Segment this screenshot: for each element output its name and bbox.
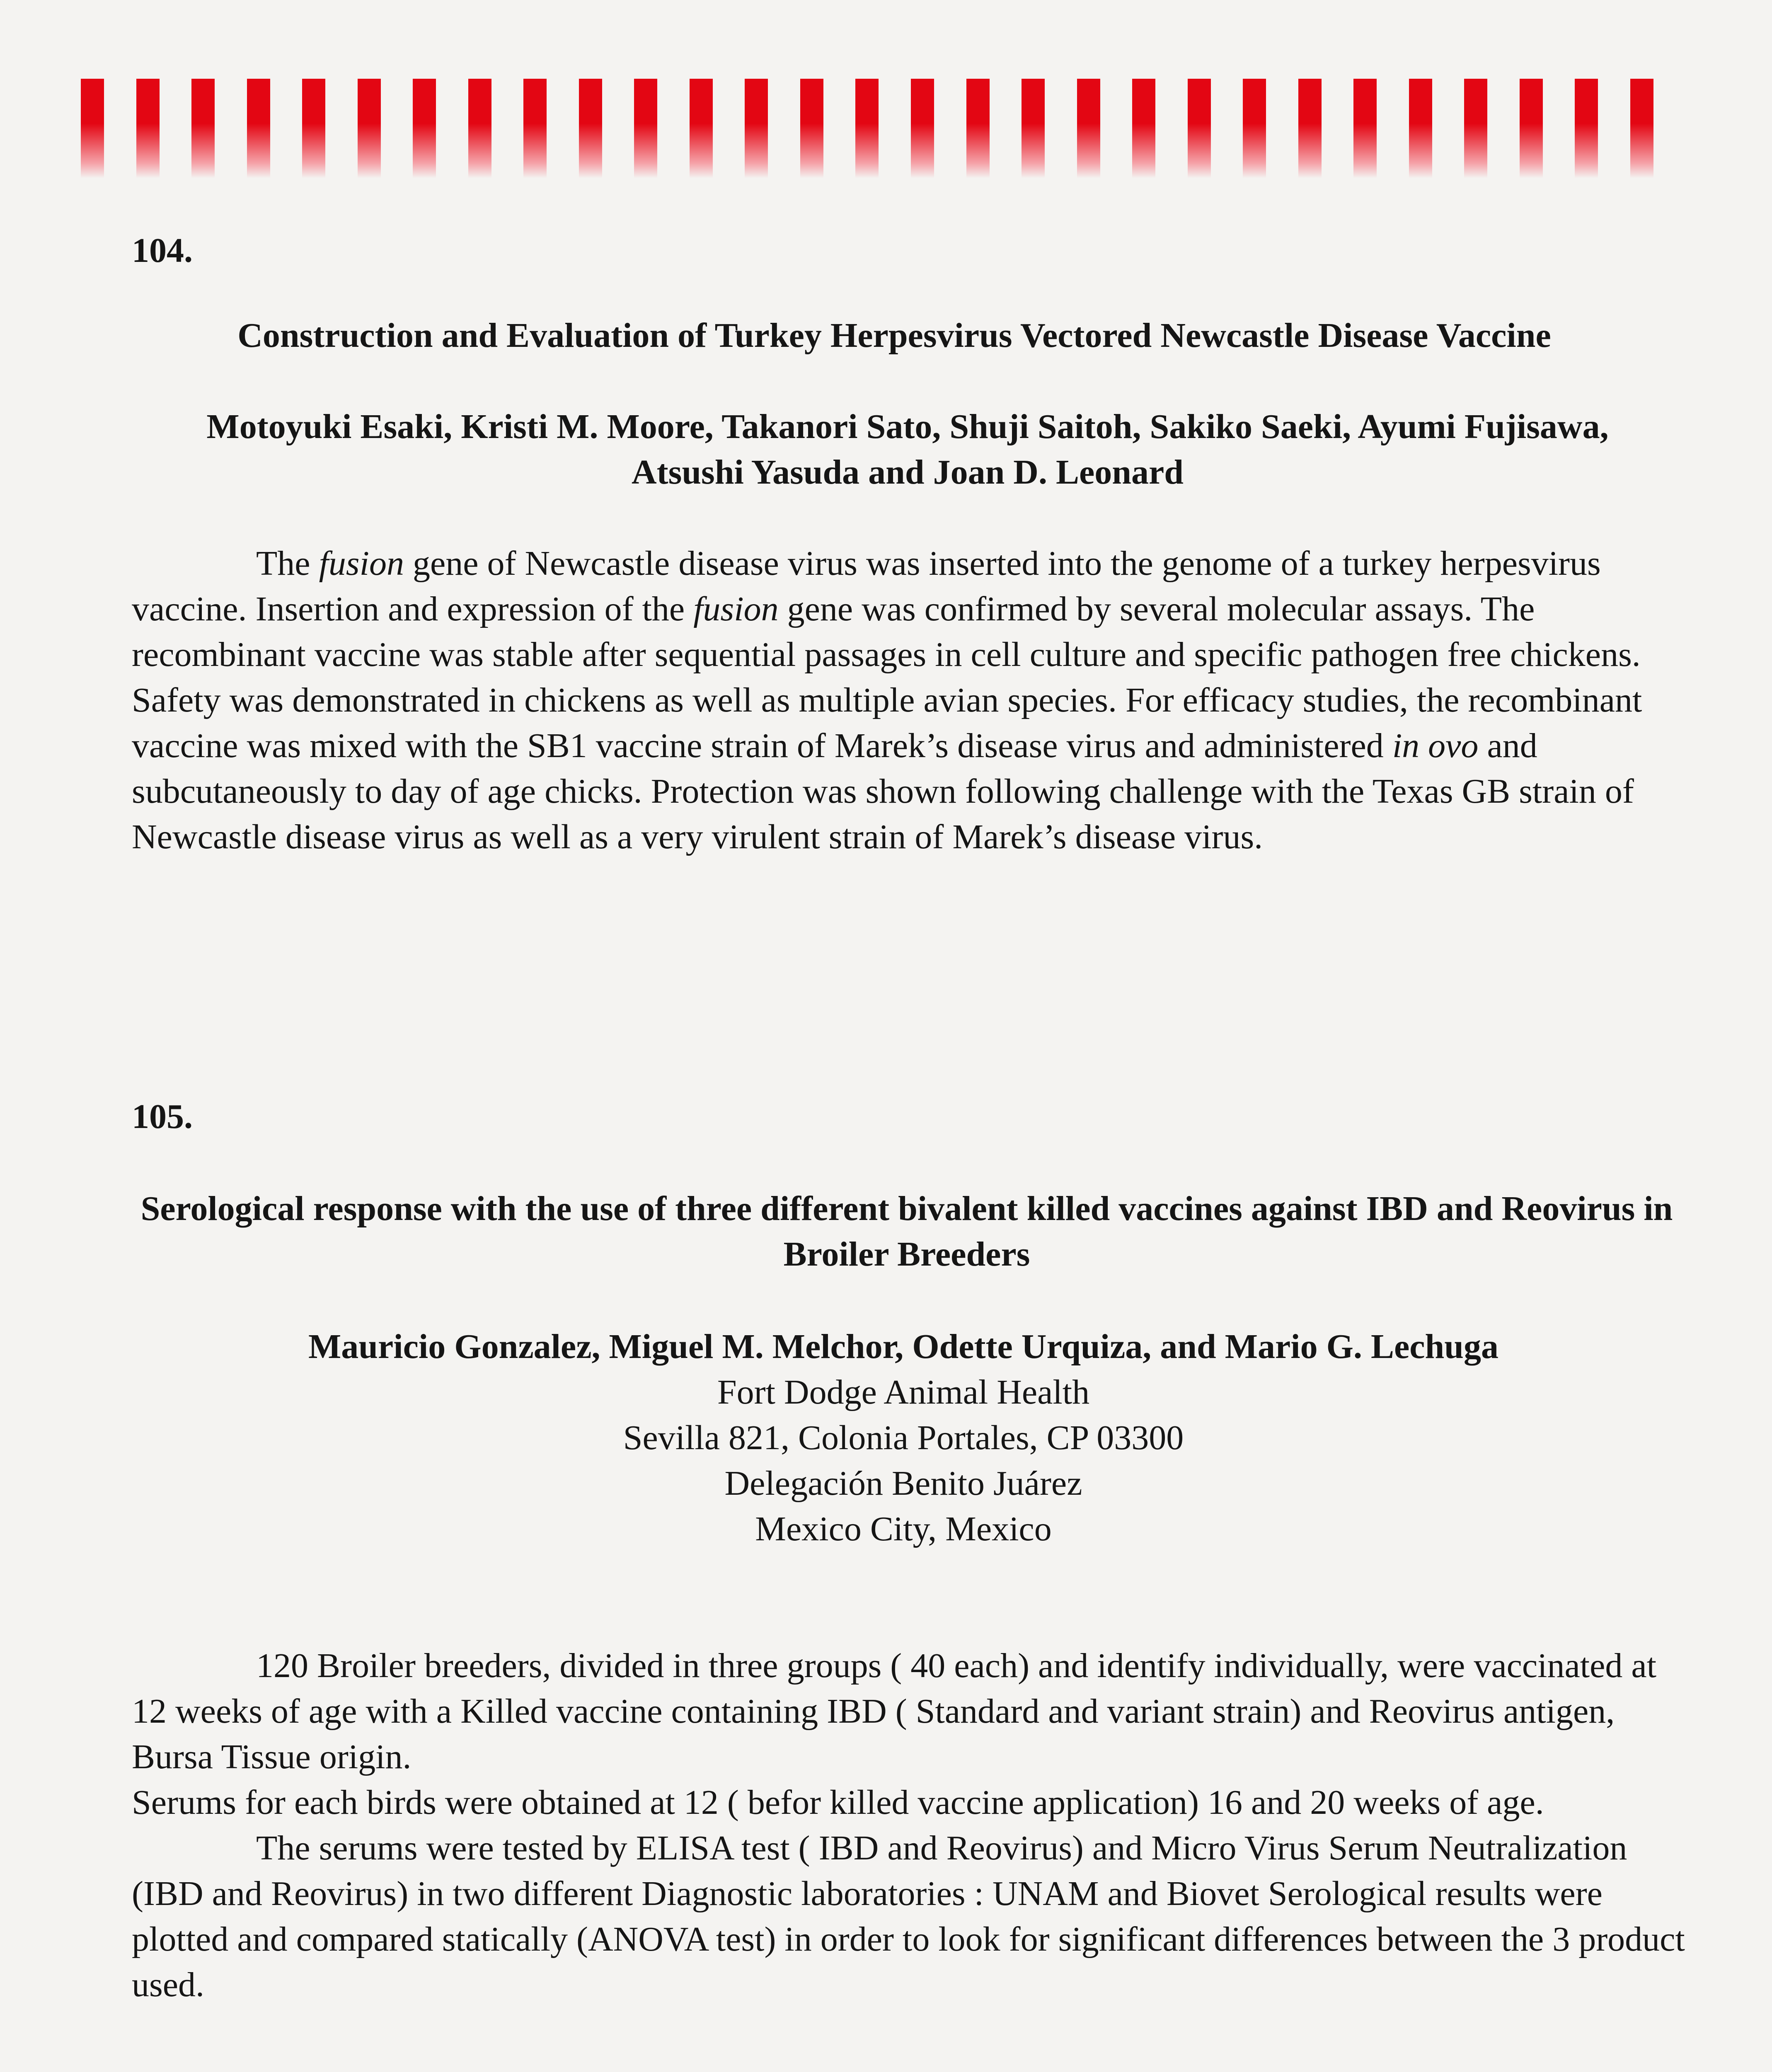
affiliation-line: Delegación Benito Juárez bbox=[724, 1464, 1082, 1503]
abstract-paragraph: The serums were tested by ELISA test ( IBD and Reovirus) and Micro Virus Serum Neutralization (IBD and Reovirus) in two different Diagnostic laboratories : UNAM and Biovet Serological results were plotted and compared statically (ANOVA test) in order to look for significant differences between the 3 product used. bbox=[132, 1829, 1685, 2004]
banner-stripe bbox=[1298, 79, 1322, 178]
article-105-abstract bbox=[132, 1643, 1690, 2008]
banner-stripe bbox=[136, 79, 160, 178]
banner-stripe bbox=[1630, 79, 1653, 178]
banner-stripe bbox=[1188, 79, 1211, 178]
affiliation-line: Mexico City, Mexico bbox=[755, 1510, 1052, 1548]
banner-stripe bbox=[523, 79, 547, 178]
article-104-authors: Motoyuki Esaki, Kristi M. Moore, Takanori Sato, Shuji Saitoh, Sakiko Saeki, Ayumi Fujisawa, Atsushi Yasuda and Joan D. Leonard bbox=[206, 407, 1609, 491]
banner-stripe bbox=[413, 79, 436, 178]
article-104-abstract: The fusion gene of Newcastle disease virus was inserted into the genome of a turkey herpesvirus vaccine. Insertion and expression of the fusion gene was confirmed by several molecular assays. The recombinant vaccine was stable after sequential passages in cell culture and specific pathogen free chickens. Safety was demonstrated in chickens as well as multiple avian species. For efficacy studies, the recombinant vaccine was mixed with the SB1 vaccine strain of Marek’s disease virus and administered in ovo and subcutaneously to day of age chicks. Protection was shown following challenge with the Texas GB strain of Newcastle disease virus as well as a very virulent strain of Marek’s disease virus. bbox=[132, 544, 1642, 856]
banner-stripe bbox=[745, 79, 768, 178]
article-105-title: Serological response with the use of three different bivalent killed vaccines against IBD and Reovirus in Broiler Breeders bbox=[140, 1189, 1673, 1273]
banner-stripe bbox=[1520, 79, 1543, 178]
banner-stripe bbox=[1022, 79, 1045, 178]
banner-stripe bbox=[855, 79, 879, 178]
article-105-number: 105. bbox=[132, 1097, 193, 1136]
article-104-title: Construction and Evaluation of Turkey Herpesvirus Vectored Newcastle Disease Vaccine bbox=[237, 316, 1551, 355]
banner-stripe bbox=[247, 79, 270, 178]
banner-stripe bbox=[634, 79, 657, 178]
banner-stripe bbox=[1132, 79, 1155, 178]
banner-stripe bbox=[191, 79, 215, 178]
banner-stripe bbox=[468, 79, 491, 178]
article-105-affiliation bbox=[124, 1370, 1682, 1552]
article-105-authors: Mauricio Gonzalez, Miguel M. Melchor, Odette Urquiza, and Mario G. Lechuga bbox=[308, 1327, 1498, 1366]
banner-stripe bbox=[800, 79, 823, 178]
banner-stripe bbox=[690, 79, 713, 178]
banner-stripe bbox=[1575, 79, 1598, 178]
affiliation-line: Sevilla 821, Colonia Portales, CP 03300 bbox=[623, 1418, 1184, 1457]
banner-stripe bbox=[966, 79, 990, 178]
banner-stripe bbox=[1353, 79, 1377, 178]
decorative-stripe-banner bbox=[81, 79, 1653, 178]
banner-stripe bbox=[358, 79, 381, 178]
article-104-number: 104. bbox=[132, 231, 193, 270]
banner-stripe bbox=[579, 79, 602, 178]
banner-stripe bbox=[911, 79, 934, 178]
abstract-paragraph: Serums for each birds were obtained at 12 ( befor killed vaccine application) 16 and 20 weeks of age. bbox=[132, 1783, 1544, 1822]
banner-stripe bbox=[302, 79, 325, 178]
banner-stripe bbox=[81, 79, 104, 178]
banner-stripe bbox=[1243, 79, 1266, 178]
banner-stripe bbox=[1409, 79, 1432, 178]
banner-stripe bbox=[1077, 79, 1100, 178]
banner-stripe bbox=[1464, 79, 1487, 178]
abstract-paragraph: 120 Broiler breeders, divided in three groups ( 40 each) and identify individually, were vaccinated at 12 weeks of age with a Killed vaccine containing IBD ( Standard and variant strain) and Reovirus antigen, Bursa Tissue origin. bbox=[132, 1646, 1657, 1776]
affiliation-line: Fort Dodge Animal Health bbox=[717, 1373, 1090, 1411]
